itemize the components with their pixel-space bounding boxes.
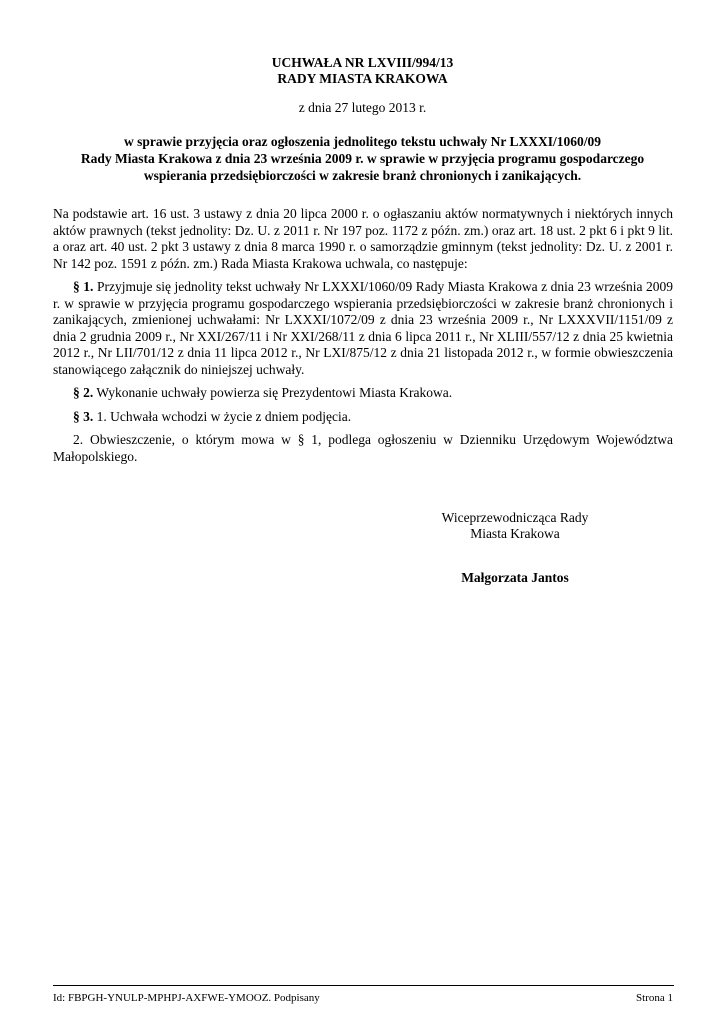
document-id: Id: FBPGH-YNULP-MPHPJ-AXFWE-YMOOZ. Podpisany (53, 992, 320, 1004)
section-1-text: Przyjmuje się jednolity tekst uchwały Nr LXXXI/1060/09 Rady Miasta Krakowa z dnia 23 września 2009 r. w sprawie w przyjęcia programu gospodarczego wspierania przedsiębiorczości w zakresie branż chronionych i zanikających, zmienionej uchwałami: Nr LXXXI/1072/09 z dnia 23 września 2009 r., Nr LXXXVII/1151/09 z dnia 2 grudnia 2009 r., Nr XXI/267/11 i Nr XXI/268/11 z dnia 6 lipca 2011 r., Nr XLIII/557/12 z dnia 25 kwietnia 2012 r., Nr LII/701/12 z dnia 11 lipca 2012 r., Nr LXI/875/12 z dnia 21 listopada 2012 r., w formie obwieszczenia stanowiącego załącznik do niniejszej uchwały. (53, 279, 673, 377)
section-1-paragraph (53, 279, 673, 378)
resolution-date: z dnia 27 lutego 2013 r. (298, 100, 427, 115)
council-name: RADY MIASTA KRAKOWA (277, 71, 448, 86)
preamble-paragraph: Na podstawie art. 16 ust. 3 ustawy z dnia 20 lipca 2000 r. o ogłaszaniu aktów normatywnych i niektórych innych aktów prawnych (tekst jednolity: Dz. U. z 2011 r. Nr 197 poz. 1172 z późn. zm.) oraz art. 18 ust. 2 pkt 6 i pkt 9 lit. a oraz art. 40 ust. 2 pkt 3 ustawy z dnia 8 marca 1990 r. o samorządzie gminnym (tekst jednolity: Dz. U. z 2001 r. Nr 142 poz. 1591 z późn. zm.) Rada Miasta Krakowa uchwala, co następuje: (53, 206, 673, 271)
section-2-paragraph (53, 385, 673, 402)
resolution-body (53, 206, 673, 472)
section-3-label: § 3. (73, 408, 94, 424)
signatory-name: Małgorzata Jantos (461, 570, 569, 585)
resolution-number: UCHWAŁA NR LXVIII/994/13 (271, 55, 454, 70)
subject-line-2: Rady Miasta Krakowa z dnia 23 września 2009 r. w sprawie w przyjęcia programu gospodarczego (80, 151, 645, 166)
section-3-text: 1. Uchwała wchodzi w życie z dniem podjęcia. (93, 408, 352, 424)
section-2-label: § 2. (73, 385, 94, 400)
signatory-role-line-2: Miasta Krakowa (470, 526, 560, 541)
section-3-paragraph (53, 409, 673, 426)
resolution-subject (40, 133, 685, 184)
subject-line-1: w sprawie przyjęcia oraz ogłoszenia jednolitego tekstu uchwały Nr LXXXI/1060/09 (123, 134, 602, 149)
section-2-text: Wykonanie uchwały powierza się Prezydentowi Miasta Krakowa. (93, 385, 453, 400)
signatory-role-line-1: Wiceprzewodnicząca Rady (441, 510, 589, 525)
page-number: Strona 1 (636, 992, 673, 1004)
footer-divider (53, 985, 674, 986)
section-3-point-2: 2. Obwieszczenie, o którym mowa w § 1, podlega ogłoszeniu w Dzienniku Urzędowym Województwa Małopolskiego. (53, 432, 673, 464)
subject-line-3: wspierania przedsiębiorczości w zakresie branż chronionych i zanikających. (143, 168, 582, 183)
section-1-label: § 1. (73, 279, 94, 294)
